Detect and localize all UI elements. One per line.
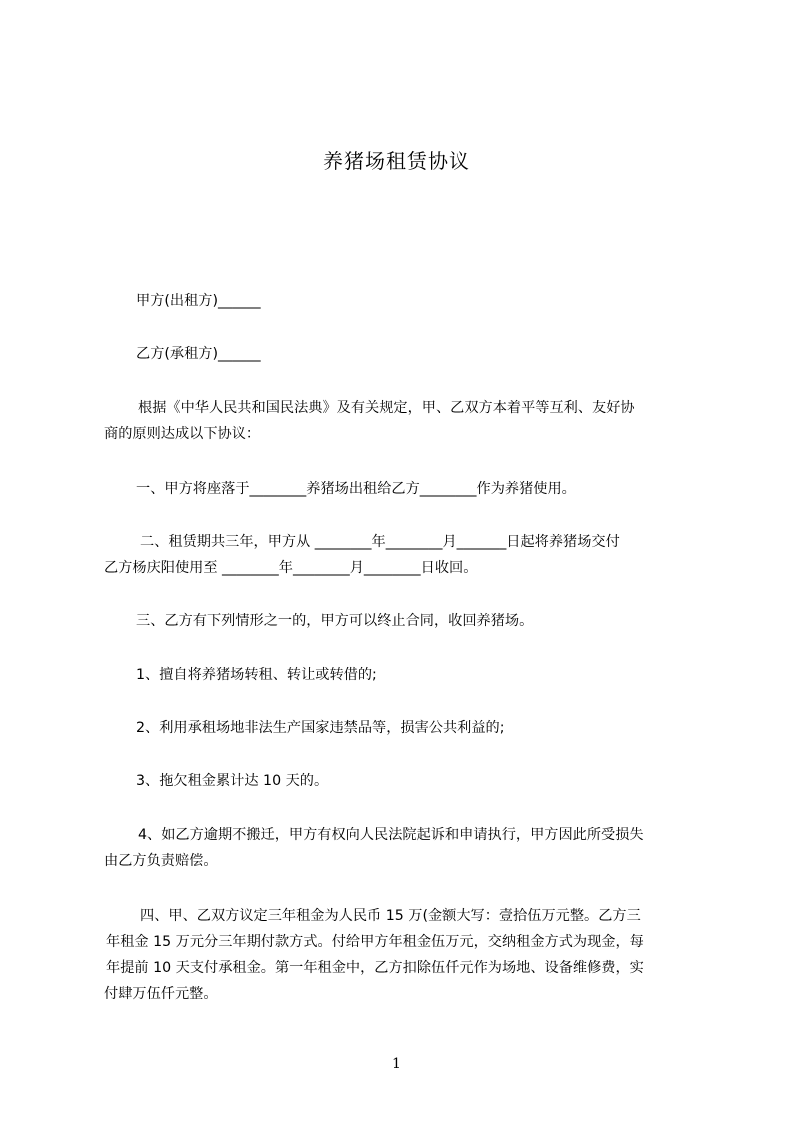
clause-3-item-2-paragraph: [104, 715, 704, 741]
clause-3-item-1-paragraph: [104, 662, 704, 688]
clause-3-item-4-line-2: 由乙方负责赔偿。: [104, 853, 218, 869]
clause-3-paragraph: [104, 608, 704, 634]
clause-1-line: 一、甲方将座落于________养猪场出租给乙方________作为养猪使用。: [136, 481, 576, 497]
party-a-paragraph: [104, 288, 704, 314]
party-b-paragraph: [104, 341, 704, 367]
clause-3-item-3-paragraph: [104, 768, 704, 794]
party-b-line: 乙方(承租方)______: [136, 346, 261, 362]
clause-3-item-4-paragraph: [104, 822, 704, 874]
preamble-paragraph: [104, 395, 704, 447]
preamble-line-2: 商的原则达成以下协议：: [104, 426, 261, 442]
clause-3-item-2-line: 2、利用承租场地非法生产国家违禁品等，损害公共利益的;: [136, 720, 505, 736]
clause-4-line-4: 付肆万伍仟元整。: [104, 986, 218, 1002]
document-title: 养猪场租赁协议: [323, 149, 470, 173]
clause-4-paragraph: [104, 903, 704, 1007]
page-number: 1: [392, 1056, 401, 1072]
clause-2-line-1: 二、租赁期共三年，甲方从 ________年________月_______日起将养猪场交付: [140, 534, 620, 550]
clause-4-line-3: 年提前 10 天支付承租金。第一年租金中，乙方扣除伍仟元作为场地、设备维修费，实: [106, 960, 644, 976]
clause-4-line-1: 四、甲、乙双方议定三年租金为人民币 15 万(金额大写：壹拾伍万元整。乙方三: [140, 908, 641, 924]
clause-3-item-1-line: 1、擅自将养猪场转租、转让或转借的;: [136, 667, 377, 683]
clause-3-line: 三、乙方有下列情形之一的，甲方可以终止合同，收回养猪场。: [136, 613, 534, 629]
clause-2-line-2: 乙方杨庆阳使用至 ________年________月________日收回。: [104, 560, 478, 576]
clause-1-paragraph: [104, 476, 704, 502]
party-a-line: 甲方(出租方)______: [136, 293, 261, 309]
clause-2-paragraph: [104, 529, 704, 581]
preamble-line-1: 根据《中华人民共和国民法典》及有关规定，甲、乙双方本着平等互利、友好协: [138, 400, 635, 416]
clause-3-item-3-line: 3、拖欠租金累计达 10 天的。: [136, 773, 329, 789]
clause-3-item-4-line-1: 4、如乙方逾期不搬迁，甲方有权向人民法院起诉和申请执行，甲方因此所受损失: [138, 827, 644, 843]
clause-4-line-2: 年租金 15 万元分三年期付款方式。付给甲方年租金伍万元，交纳租金方式为现金，每: [106, 934, 644, 950]
